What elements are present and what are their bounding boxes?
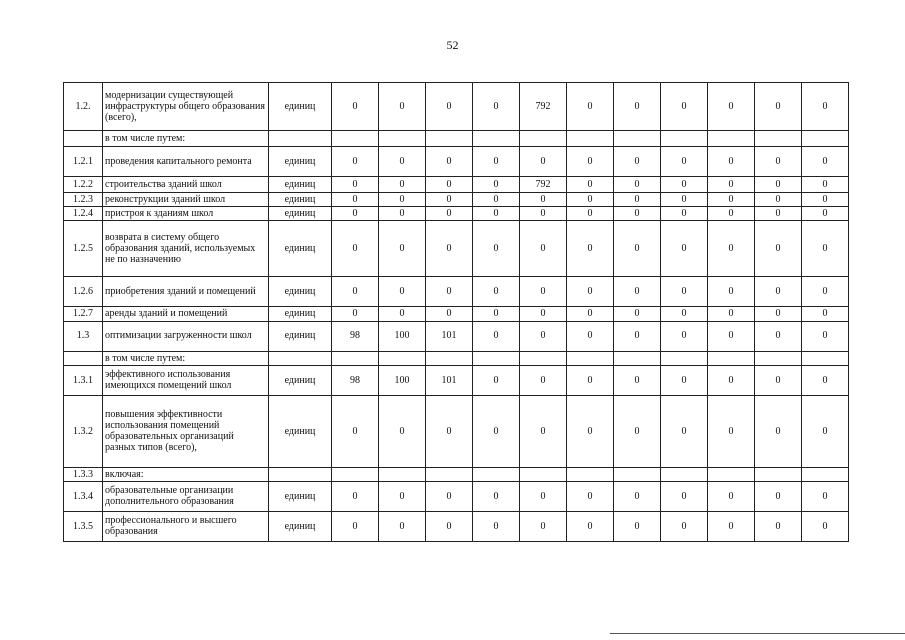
row-label: проведения капитального ремонта [103,147,269,177]
table-row [64,481,849,511]
value-cell: 0 [379,277,426,307]
value-cell: 0 [708,307,755,321]
row-number: 1.2.7 [64,307,103,321]
value-cell [567,467,614,481]
value-cell [661,467,708,481]
row-label: реконструкции зданий школ [103,193,269,207]
value-cell [708,351,755,365]
value-cell [802,351,849,365]
row-label: в том числе путем: [103,131,269,147]
value-cell: 0 [520,221,567,277]
value-cell: 0 [661,83,708,131]
row-number: 1.2.5 [64,221,103,277]
value-cell: 0 [614,221,661,277]
row-unit: единиц [269,207,332,221]
value-cell: 0 [802,395,849,467]
value-cell [614,131,661,147]
value-cell: 0 [614,207,661,221]
value-cell: 0 [708,193,755,207]
value-cell: 0 [802,365,849,395]
row-number: 1.2.3 [64,193,103,207]
value-cell: 0 [332,395,379,467]
value-cell: 0 [473,395,520,467]
row-number: 1.2.6 [64,277,103,307]
value-cell: 0 [379,395,426,467]
value-cell [567,131,614,147]
value-cell: 0 [567,307,614,321]
row-label: эффективного использования имеющихся помещений школ [103,365,269,395]
value-cell: 0 [802,321,849,351]
value-cell: 0 [520,395,567,467]
value-cell: 0 [661,365,708,395]
table-row [64,321,849,351]
row-number: 1.3.3 [64,467,103,481]
value-cell: 0 [708,277,755,307]
value-cell: 0 [426,147,473,177]
value-cell [802,131,849,147]
row-unit: единиц [269,277,332,307]
value-cell: 0 [332,307,379,321]
value-cell: 0 [379,147,426,177]
value-cell: 0 [520,307,567,321]
value-cell: 0 [755,481,802,511]
value-cell [614,467,661,481]
value-cell: 0 [708,207,755,221]
value-cell [661,351,708,365]
value-cell: 0 [708,321,755,351]
value-cell: 0 [426,221,473,277]
value-cell: 0 [755,83,802,131]
value-cell: 0 [708,177,755,193]
data-table [63,82,849,542]
value-cell [332,131,379,147]
value-cell: 0 [332,177,379,193]
table-row [64,131,849,147]
value-cell: 0 [426,511,473,541]
value-cell: 0 [755,177,802,193]
value-cell [755,351,802,365]
value-cell: 0 [708,221,755,277]
value-cell: 0 [379,511,426,541]
value-cell: 0 [379,83,426,131]
value-cell: 0 [661,147,708,177]
value-cell: 0 [755,395,802,467]
row-unit: единиц [269,193,332,207]
value-cell: 0 [614,83,661,131]
value-cell: 0 [661,307,708,321]
row-unit: единиц [269,395,332,467]
row-unit: единиц [269,481,332,511]
value-cell [614,351,661,365]
value-cell: 0 [755,193,802,207]
value-cell: 0 [755,365,802,395]
value-cell: 0 [614,321,661,351]
value-cell: 0 [332,193,379,207]
table-row [64,207,849,221]
value-cell [473,467,520,481]
value-cell: 98 [332,365,379,395]
value-cell: 0 [614,481,661,511]
value-cell: 0 [802,83,849,131]
row-unit: единиц [269,321,332,351]
value-cell: 0 [520,321,567,351]
value-cell: 100 [379,321,426,351]
value-cell: 0 [802,277,849,307]
value-cell: 0 [520,193,567,207]
value-cell [426,131,473,147]
value-cell: 0 [755,307,802,321]
value-cell: 0 [426,481,473,511]
value-cell [379,351,426,365]
value-cell: 0 [614,147,661,177]
row-unit [269,467,332,481]
value-cell: 0 [614,277,661,307]
value-cell: 0 [567,277,614,307]
table-row [64,221,849,277]
value-cell [708,131,755,147]
row-number: 1.3.1 [64,365,103,395]
value-cell: 0 [661,277,708,307]
value-cell: 0 [520,147,567,177]
value-cell: 0 [567,83,614,131]
table-row [64,467,849,481]
value-cell: 792 [520,177,567,193]
row-number: 1.2.4 [64,207,103,221]
value-cell: 0 [567,321,614,351]
row-label: профессионального и высшего образования [103,511,269,541]
row-label: оптимизации загруженности школ [103,321,269,351]
value-cell: 0 [802,147,849,177]
row-number [64,351,103,365]
value-cell: 0 [802,481,849,511]
value-cell: 0 [520,481,567,511]
value-cell: 0 [520,511,567,541]
value-cell: 792 [520,83,567,131]
value-cell: 0 [708,395,755,467]
value-cell: 0 [379,207,426,221]
value-cell: 0 [755,321,802,351]
value-cell [661,131,708,147]
value-cell: 0 [379,307,426,321]
value-cell: 0 [520,207,567,221]
value-cell: 0 [755,147,802,177]
value-cell: 0 [426,177,473,193]
row-label: повышения эффективности использования помещений образовательных организаций разных типов (всего), [103,395,269,467]
value-cell: 0 [426,277,473,307]
table-row [64,147,849,177]
value-cell: 98 [332,321,379,351]
row-label: в том числе путем: [103,351,269,365]
value-cell: 0 [802,177,849,193]
value-cell: 0 [614,395,661,467]
value-cell: 0 [567,511,614,541]
value-cell: 0 [567,221,614,277]
value-cell: 0 [332,277,379,307]
row-unit: единиц [269,307,332,321]
row-unit: единиц [269,147,332,177]
value-cell: 0 [661,207,708,221]
value-cell [379,131,426,147]
row-number: 1.3.2 [64,395,103,467]
value-cell [520,131,567,147]
value-cell: 0 [755,277,802,307]
value-cell: 0 [426,395,473,467]
table-row [64,307,849,321]
table-row [64,177,849,193]
value-cell [802,467,849,481]
value-cell [332,467,379,481]
value-cell: 0 [567,365,614,395]
value-cell: 101 [426,365,473,395]
row-number [64,131,103,147]
row-label: образовательные организации дополнительного образования [103,481,269,511]
row-label: строительства зданий школ [103,177,269,193]
table-row [64,277,849,307]
value-cell: 0 [755,511,802,541]
row-unit: единиц [269,83,332,131]
value-cell [520,351,567,365]
value-cell: 0 [520,277,567,307]
table-row [64,83,849,131]
value-cell: 0 [379,221,426,277]
footer-rule [610,633,905,634]
row-number: 1.2.2 [64,177,103,193]
value-cell: 0 [802,307,849,321]
value-cell: 0 [802,193,849,207]
row-unit [269,131,332,147]
table-row [64,351,849,365]
value-cell [708,467,755,481]
value-cell: 0 [661,321,708,351]
row-label: включая: [103,467,269,481]
row-label: возврата в систему общего образования зданий, используемых не по назначению [103,221,269,277]
value-cell: 0 [426,207,473,221]
value-cell: 0 [332,207,379,221]
value-cell: 0 [332,511,379,541]
row-label: пристроя к зданиям школ [103,207,269,221]
table-row [64,395,849,467]
row-unit: единиц [269,221,332,277]
value-cell: 0 [661,193,708,207]
value-cell: 0 [614,193,661,207]
value-cell: 0 [567,207,614,221]
table-row [64,511,849,541]
value-cell [426,467,473,481]
value-cell: 0 [473,481,520,511]
value-cell: 0 [661,511,708,541]
value-cell: 0 [614,177,661,193]
table-row [64,365,849,395]
value-cell: 0 [708,365,755,395]
value-cell: 0 [661,481,708,511]
value-cell: 0 [473,193,520,207]
value-cell: 101 [426,321,473,351]
value-cell: 100 [379,365,426,395]
value-cell: 0 [332,221,379,277]
row-unit [269,351,332,365]
value-cell: 0 [708,147,755,177]
row-number: 1.2.1 [64,147,103,177]
value-cell: 0 [755,207,802,221]
value-cell: 0 [567,147,614,177]
value-cell: 0 [567,193,614,207]
value-cell [426,351,473,365]
row-number: 1.3.5 [64,511,103,541]
row-unit: единиц [269,177,332,193]
row-number: 1.2. [64,83,103,131]
value-cell: 0 [708,511,755,541]
value-cell: 0 [379,193,426,207]
value-cell [567,351,614,365]
row-unit: единиц [269,511,332,541]
value-cell: 0 [567,395,614,467]
value-cell [520,467,567,481]
value-cell: 0 [473,511,520,541]
value-cell: 0 [614,307,661,321]
row-unit: единиц [269,365,332,395]
value-cell: 0 [332,481,379,511]
table-row [64,193,849,207]
value-cell [332,351,379,365]
value-cell: 0 [802,221,849,277]
value-cell [755,467,802,481]
value-cell: 0 [332,147,379,177]
value-cell: 0 [473,321,520,351]
row-number: 1.3 [64,321,103,351]
value-cell: 0 [614,365,661,395]
value-cell: 0 [473,147,520,177]
value-cell: 0 [567,177,614,193]
value-cell: 0 [661,221,708,277]
value-cell: 0 [332,83,379,131]
row-label: приобретения зданий и помещений [103,277,269,307]
value-cell [755,131,802,147]
value-cell: 0 [379,481,426,511]
value-cell [379,467,426,481]
value-cell: 0 [426,307,473,321]
table-body [64,83,849,542]
value-cell: 0 [379,177,426,193]
value-cell: 0 [614,511,661,541]
value-cell: 0 [473,207,520,221]
value-cell: 0 [755,221,802,277]
value-cell: 0 [473,83,520,131]
page-number: 52 [446,38,459,52]
value-cell: 0 [473,221,520,277]
value-cell: 0 [661,395,708,467]
row-number: 1.3.4 [64,481,103,511]
value-cell: 0 [708,83,755,131]
value-cell: 0 [426,193,473,207]
value-cell: 0 [473,365,520,395]
value-cell: 0 [426,83,473,131]
value-cell [473,131,520,147]
row-label: аренды зданий и помещений [103,307,269,321]
value-cell: 0 [520,365,567,395]
value-cell [473,351,520,365]
row-label: модернизации существующей инфраструктуры общего образования (всего), [103,83,269,131]
value-cell: 0 [567,481,614,511]
value-cell: 0 [473,277,520,307]
value-cell: 0 [473,307,520,321]
value-cell: 0 [708,481,755,511]
value-cell: 0 [661,177,708,193]
value-cell: 0 [473,177,520,193]
value-cell: 0 [802,207,849,221]
value-cell: 0 [802,511,849,541]
